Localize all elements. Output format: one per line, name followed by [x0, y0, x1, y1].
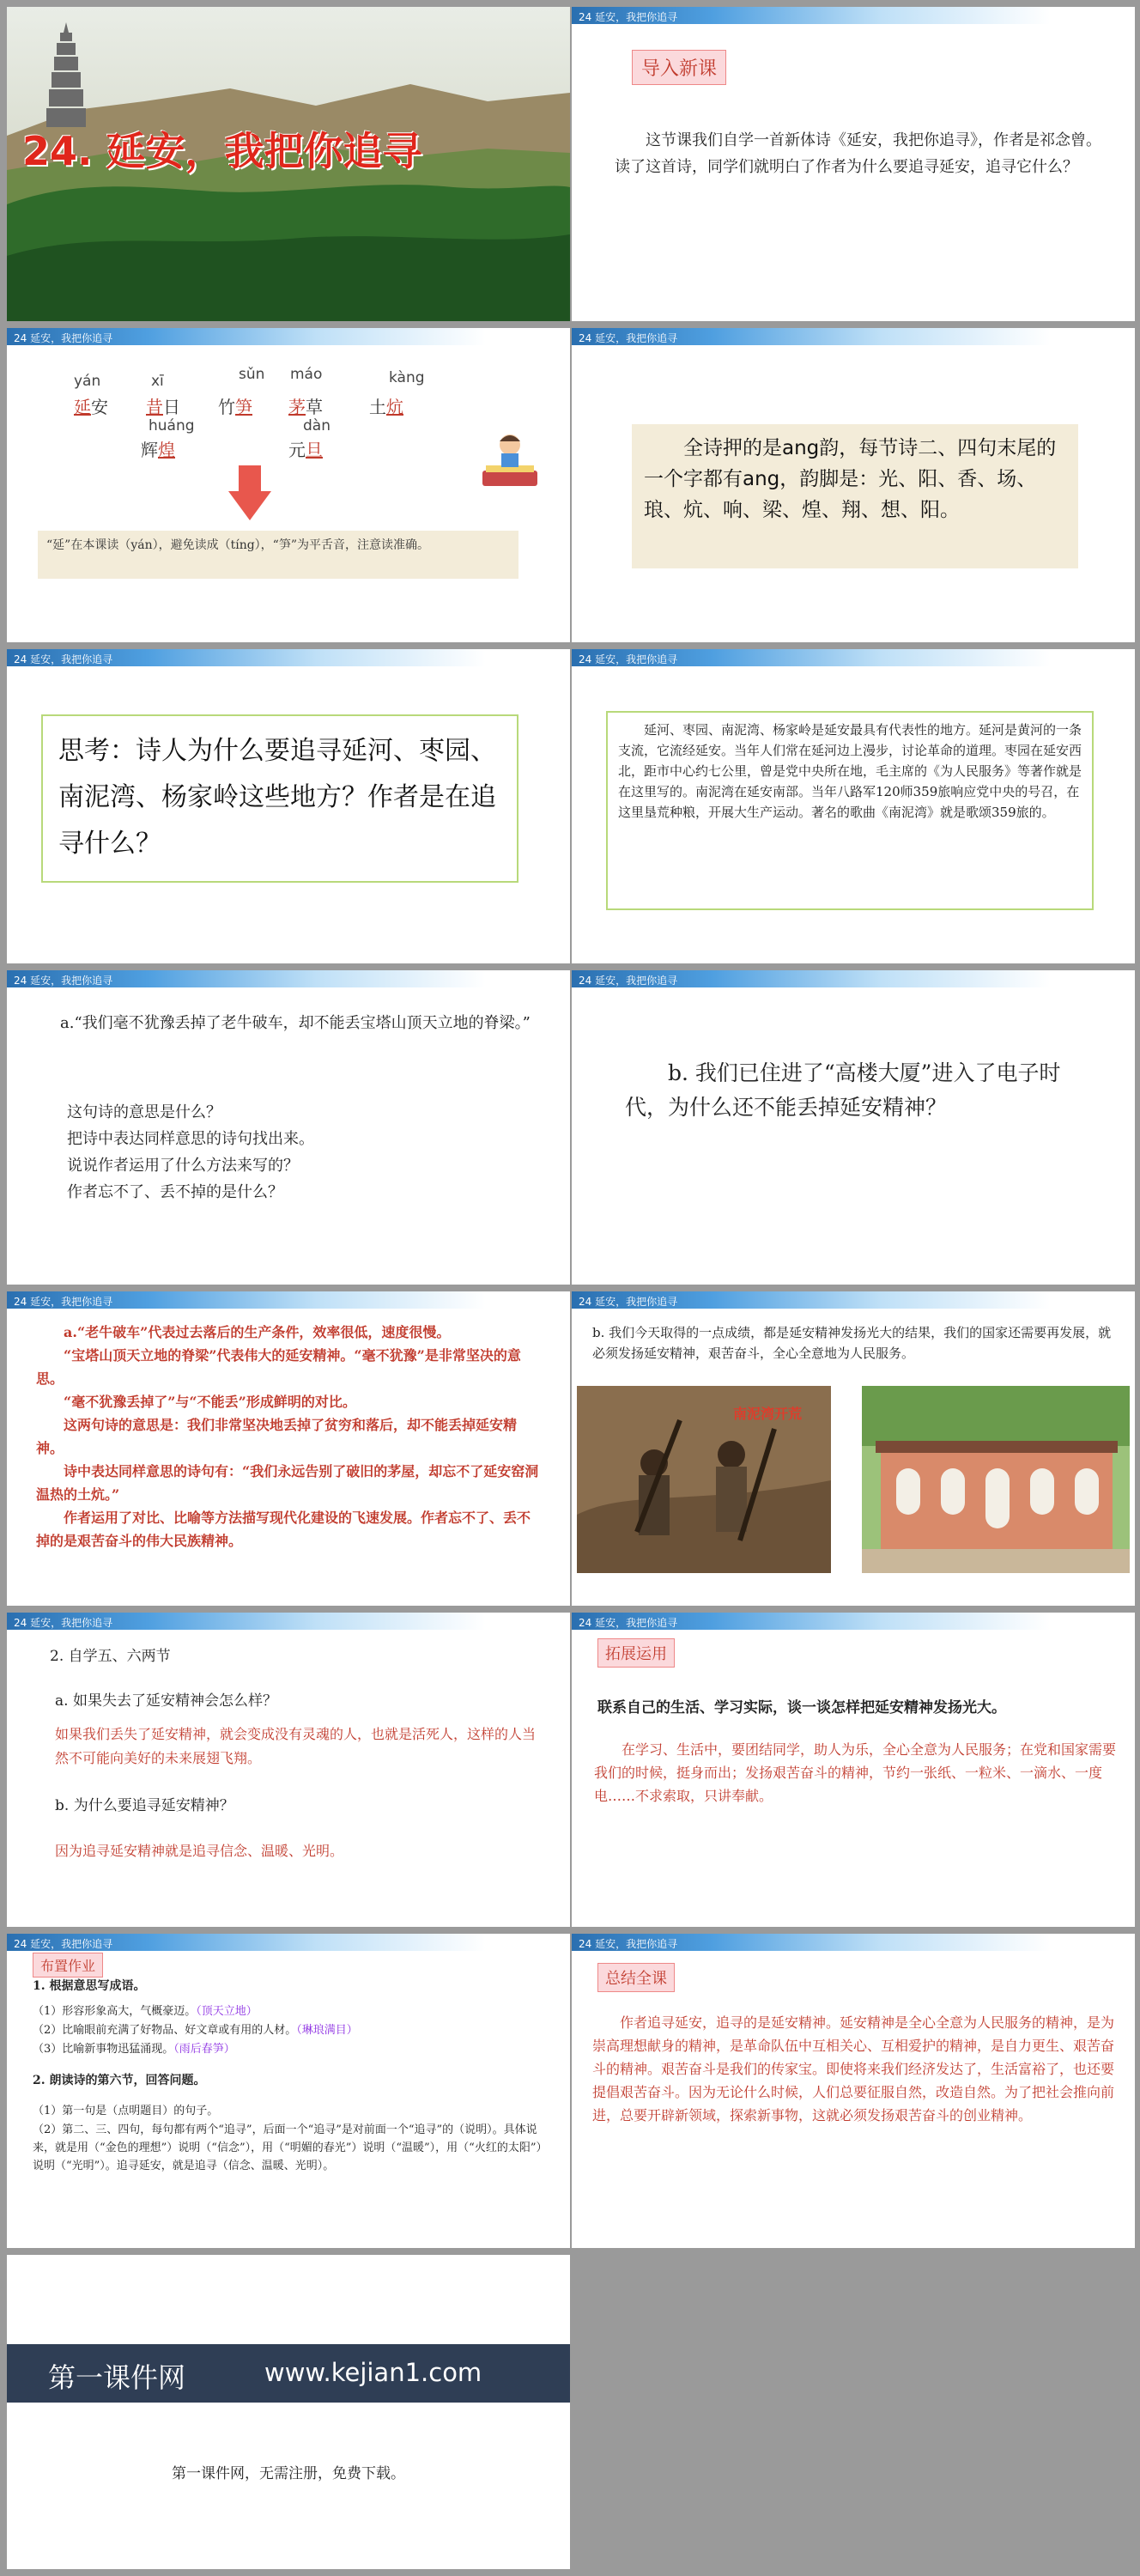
question-a: a. 如果失去了延安精神会怎么样？: [55, 1692, 277, 1710]
pinyin: yán: [74, 373, 101, 390]
word: 元旦: [288, 440, 323, 460]
homework-part-2: （2）第二、三、四句，每句都有两个“追寻”，后面一个“追寻”是对前面一个“追寻”的（说明）。具体说来，就是用（“金色的理想”）说明（“信念”），用（“明媚的春光”）说明（“温暖”），用（“火红的太阳”）说明（“光明”）。追寻延安，就是追寻（信念、温暖、光明）。: [33, 2123, 548, 2172]
cave-house-image: [862, 1386, 1130, 1573]
pinyin: kàng: [389, 369, 425, 386]
slide-places: [572, 649, 1135, 963]
word: 昔日: [146, 397, 180, 417]
slide-header: 24 延安，我把你追寻: [7, 649, 570, 666]
slide-self-study: [7, 1613, 570, 1927]
homework-part-1: （1）第一句是（点明题目）的句子。: [33, 2105, 219, 2117]
homework-item: （3）比喻新事物迅猛涌现。（雨后春笋）: [33, 2043, 235, 2056]
homework-item: （1）形容形象高大，气概豪迈。（顶天立地）: [33, 2005, 258, 2018]
extension-prompt: 联系自己的生活、学习实际，谈一谈怎样把延安精神发扬光大。: [597, 1699, 1006, 1716]
brand-url[interactable]: www.kejian1.com: [264, 2358, 482, 2387]
slide-header: 24 延安，我把你追寻: [572, 1613, 1135, 1630]
slide-answer-a: [7, 1291, 570, 1606]
question-box: 思考：诗人为什么要追寻延河、枣园、南泥湾、杨家岭这些地方？作者是在追寻什么？: [41, 714, 518, 883]
slide-title-text: 24. 延安，我把你追寻: [22, 128, 422, 174]
question: 把诗中表达同样意思的诗句找出来。: [67, 1130, 314, 1148]
slide-header: 24 延安，我把你追寻: [572, 328, 1135, 345]
slide-header: 24 延安，我把你追寻: [572, 649, 1135, 666]
question: 作者忘不了、丢不掉的是什么？: [67, 1183, 283, 1201]
answer-b: 因为追寻延安精神就是追寻信念、温暖、光明。: [55, 1843, 344, 1859]
slide-summary: [572, 1934, 1135, 2248]
question-b: b. 为什么要追寻延安精神？: [55, 1797, 234, 1814]
slide-analysis-b: [572, 970, 1135, 1285]
note-box: “延”在本课读（yán），避免读成（tíng），“笋”为平舌音，注意读准确。: [38, 531, 518, 579]
extension-answer: 在学习、生活中，要团结同学，助人为乐，全心全意为人民服务；在党和国家需要我们的时候，挺身而出；发扬艰苦奋斗的精神，节约一张纸、一粒米、一滴水、一度电……不求索取，只讲奉献。: [594, 1741, 1117, 1804]
section-tag: 导入新课: [632, 50, 726, 85]
slide-homework: [7, 1934, 570, 2248]
homework-item: （2）比喻眼前充满了好物品、好文章或有用的人材。（琳琅满目）: [33, 2024, 358, 2037]
slide-header: 24 延安，我把你追寻: [7, 970, 570, 987]
slide-header: 24 延安，我把你追寻: [572, 1934, 1135, 1951]
slide-header: 24 延安，我把你追寻: [572, 7, 1135, 24]
question: 说说作者运用了什么方法来写的？: [67, 1157, 299, 1175]
slide-vocabulary: [7, 328, 570, 642]
down-arrow-icon: [228, 465, 271, 520]
slide-analysis-a: [7, 970, 570, 1285]
slide-header: 24 延安，我把你追寻: [7, 328, 570, 345]
question-b: b. 我们已住进了“高楼大厦”进入了电子时代，为什么还不能丢掉延安精神？: [625, 1060, 1061, 1120]
student-reading-icon: [477, 428, 543, 493]
answer-b-text: b. 我们今天取得的一点成绩，都是延安精神发扬光大的结果，我们的国家还需要再发展，就必须发扬延安精神，艰苦奋斗，全心全意地为人民服务。: [592, 1325, 1112, 1361]
answer-a: 如果我们丢失了延安精神，就会变成没有灵魂的人，也就是活死人，这样的人当然不可能向美好的未来展翅飞翔。: [55, 1726, 537, 1766]
homework-heading-2: 2. 朗读诗的第六节，回答问题。: [33, 2074, 206, 2087]
pinyin: sǔn: [239, 366, 265, 383]
pinyin: xī: [151, 373, 164, 390]
slide-extension: [572, 1613, 1135, 1927]
slide-header: 24 延安，我把你追寻: [572, 970, 1135, 987]
section-tag: 布置作业: [33, 1953, 103, 1978]
slide-intro: [572, 7, 1135, 321]
slide-header: 24 延安，我把你追寻: [572, 1291, 1135, 1309]
section-tag: 拓展运用: [597, 1638, 675, 1668]
places-box: 延河、枣园、南泥湾、杨家岭是延安最具有代表性的地方。延河是黄河的一条支流，它流经延安。当年人们常在延河边上漫步，讨论革命的道理。枣园在延安西北，距市中心约七公里，曾是党中央所在地，毛主席的《为人民服务》等著作就是在这里写的。南泥湾在延安南部。当年八路军120师359旅响应党中央的号召，在这里垦荒种粮，开展大生产运动。著名的歌曲《南泥湾》就是歌颂359旅的。: [606, 711, 1094, 910]
slide-think: [7, 649, 570, 963]
answer-text: a.“老牛破车”代表过去落后的生产条件，效率很低，速度很慢。 “宝塔山顶天立地的脊梁”代表伟大的延安精神。“毫不犹豫”是非常坚决的意思。 “毫不犹豫丢掉了”与“不能丢”形成鲜明的对比。 这两句诗的意思是：我们非常坚决地丢掉了贫穷和落后，却不能丢掉延安精神。 诗中表达同样意思的诗句有：“我们永远告别了破旧的茅屋，却忘不了延安窑洞温热的土炕。” 作者运用了对比、比喻等方法描写现代化建设的飞速发展。作者忘不了、丢不掉的是艰苦奋斗的伟大民族精神。: [36, 1324, 539, 1549]
word: 茅草: [288, 397, 323, 417]
section-heading: 2. 自学五、六两节: [50, 1648, 171, 1665]
word: 土炕: [369, 397, 403, 417]
brand-footer: 第一课件网，无需注册，免费下载。: [172, 2465, 405, 2482]
slide-title: [7, 7, 570, 321]
slide-brand: [7, 2255, 570, 2569]
slide-answer-b: [572, 1291, 1135, 1606]
slide-header: 24 延安，我把你追寻: [7, 1934, 570, 1951]
painting-caption: 南泥湾开荒: [733, 1406, 803, 1422]
intro-text: 这节课我们自学一首新体诗《延安，我把你追寻》，作者是祁念曾。读了这首诗，同学们就明白了作者为什么要追寻延安，追寻它什么？: [615, 131, 1101, 176]
slide-rhyme: [572, 328, 1135, 642]
section-tag: 总结全课: [597, 1963, 675, 1992]
word: 延安: [74, 397, 108, 417]
brand-name: 第一课件网: [48, 2361, 186, 2394]
word: 竹笋: [218, 397, 252, 417]
question: 这句诗的意思是什么？: [67, 1103, 221, 1121]
slide-header: 24 延安，我把你追寻: [7, 1291, 570, 1309]
pinyin: huáng: [149, 417, 195, 434]
pinyin: dàn: [303, 417, 330, 434]
summary-text: 作者追寻延安，追寻的是延安精神。延安精神是全心全意为人民服务的精神，是为崇高理想献身的精神，是革命队伍中互相关心、互相爱护的精神，是自力更生、艰苦奋斗的精神。艰苦奋斗是我们的传家宝。即使将来我们经济发达了，生活富裕了，也还要提倡艰苦奋斗。因为无论什么时候，人们总要征服自然，改造自然。为了把社会推向前进，总要开辟新领域，探索新事物，这就必须发扬艰苦奋斗的创业精神。: [592, 2014, 1115, 2123]
quote-text: a.“我们毫不犹豫丢掉了老牛破车，却不能丢宝塔山顶天立地的脊梁。”: [60, 1014, 531, 1032]
rhyme-box: 全诗押的是ang韵，每节诗二、四句末尾的一个字都有ang，韵脚是：光、阳、香、场、琅、炕、响、梁、煌、翔、想、阳。: [632, 424, 1078, 568]
pinyin: máo: [290, 366, 323, 383]
word: 辉煌: [141, 440, 175, 460]
homework-heading-1: 1. 根据意思写成语。: [33, 1979, 146, 1993]
slide-header: 24 延安，我把你追寻: [7, 1613, 570, 1630]
brand-banner: [7, 2344, 570, 2403]
